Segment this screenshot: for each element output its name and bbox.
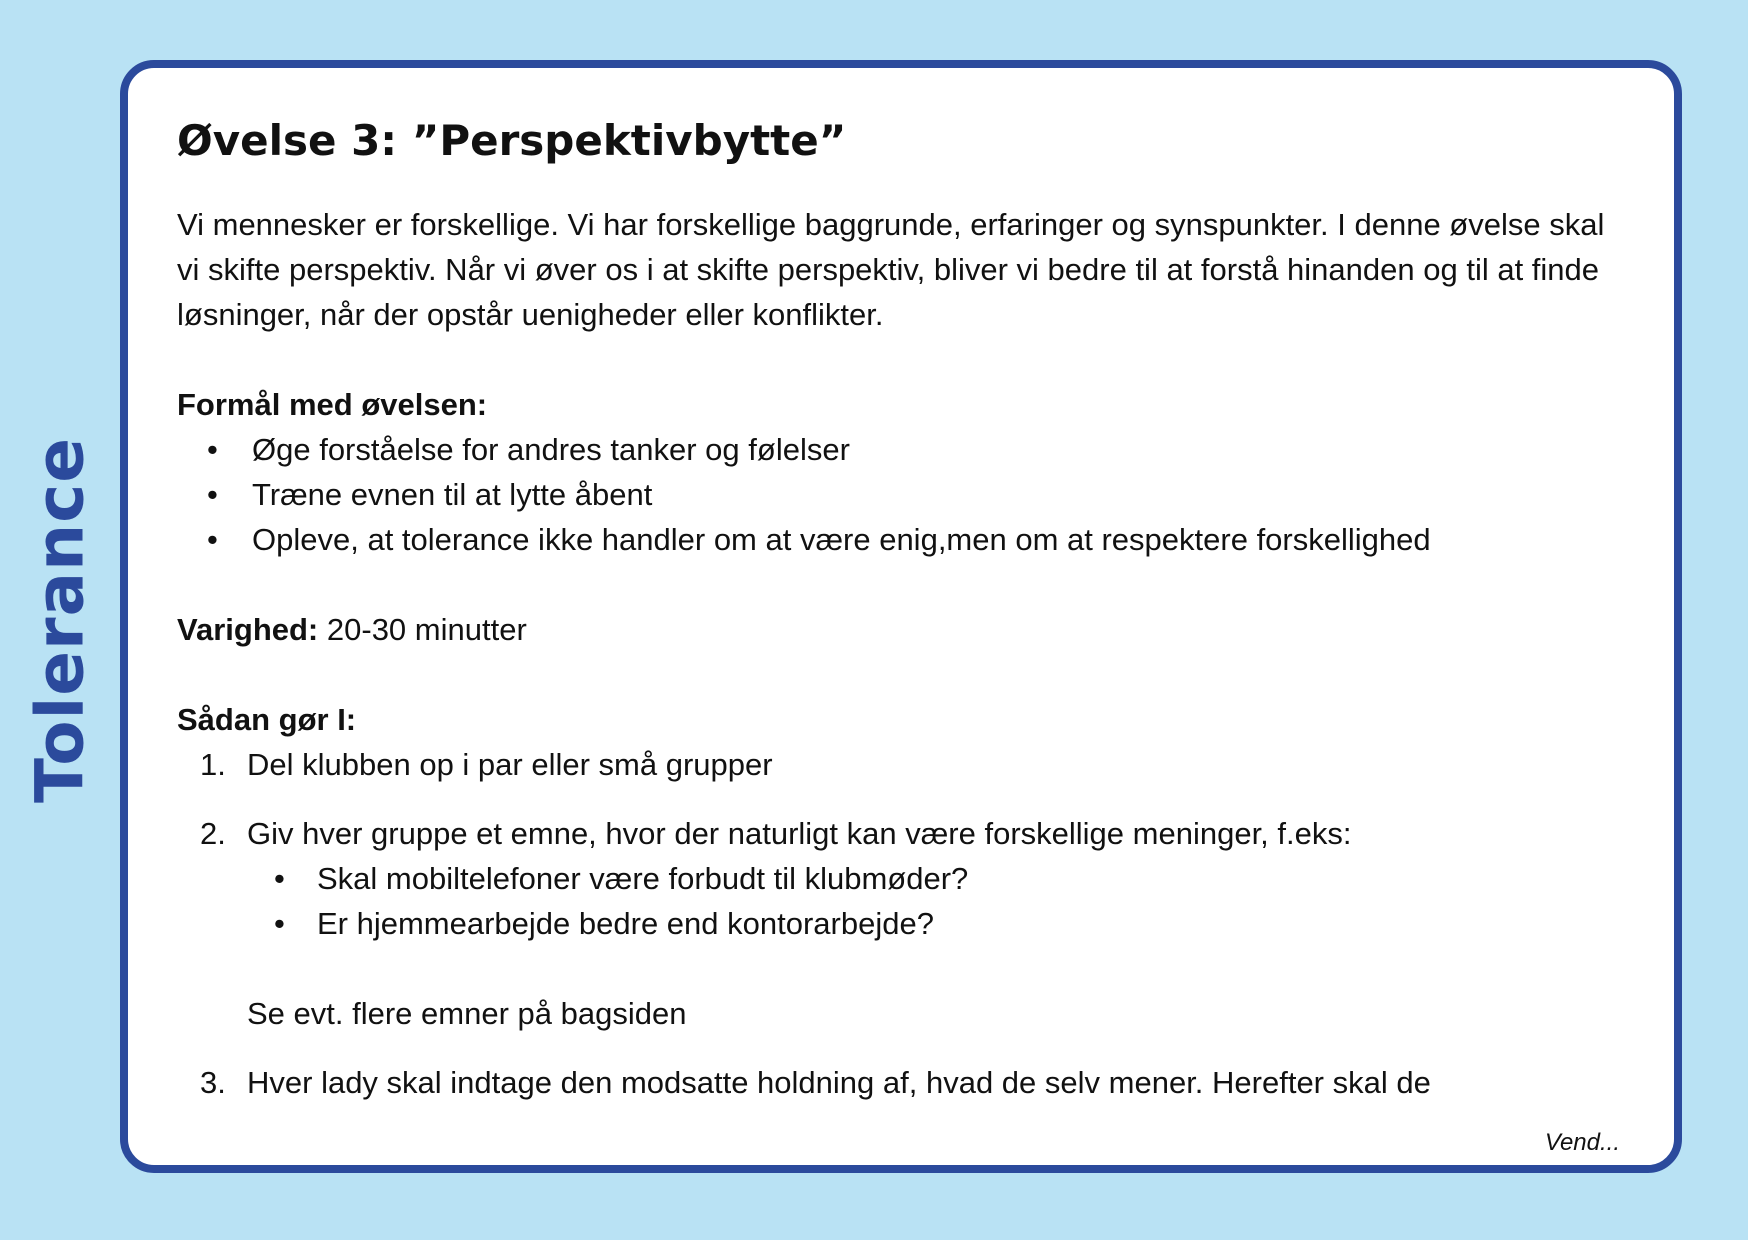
example-topic [247,901,1624,946]
purpose-item-text: Øge forståelse for andres tanker og følelser [252,432,850,467]
example-topics-list [247,856,1624,946]
purpose-item [177,517,1624,562]
step-text: Del klubben op i par eller små grupper [247,747,773,782]
duration-value: 20-30 minutter [326,612,527,647]
purpose-item-text: Opleve, at tolerance ikke handler om at være enig,men om at respektere forskellighed [252,522,1431,557]
side-label-tolerance: Tolerance [21,437,99,803]
purpose-item [177,427,1624,472]
exercise-title: Øvelse 3: ”Perspektivbytte” [177,116,847,165]
duration-label: Varighed: [177,612,319,647]
example-topic-text: Er hjemmearbejde bedre end kontorarbejde? [317,906,934,941]
purpose-list [177,427,1624,562]
example-topic [247,856,1624,901]
bullet-icon: • [274,906,285,941]
purpose-item-text: Træne evnen til at lytte åbent [252,477,653,512]
step-item [177,811,1624,1036]
step-note: Se evt. flere emner på bagsiden [247,996,687,1031]
step-text: Hver lady skal indtage den modsatte holdning af, hvad de selv mener. Herefter skal de [247,1065,1431,1100]
card-content [177,116,1624,1129]
step-number: 1. [200,747,226,782]
example-topic-text: Skal mobiltelefoner være forbudt til klubmøder? [317,861,969,896]
steps-list [177,742,1624,1105]
exercise-card [120,60,1682,1173]
bullet-icon: • [207,432,218,467]
step-item [177,1060,1624,1105]
step-number: 2. [200,816,226,851]
duration-line [177,607,1624,652]
purpose-item [177,472,1624,517]
bullet-icon: • [207,522,218,557]
step-text: Giv hver gruppe et emne, hvor der naturligt kan være forskellige meninger, f.eks: [247,816,1352,851]
step-item [177,742,1624,787]
steps-heading: Sådan gør I: [177,702,357,737]
bullet-icon: • [207,477,218,512]
purpose-heading: Formål med øvelsen: [177,387,488,422]
bullet-icon: • [274,861,285,896]
turn-page-hint: Vend... [1544,1129,1620,1156]
step-number: 3. [200,1065,226,1100]
intro-paragraph: Vi mennesker er forskellige. Vi har forskellige baggrunde, erfaringer og synspunkter. I denne øvelse skal vi skifte perspektiv. Når vi øver os i at skifte perspektiv, bliver vi bedre til at forstå hinanden og til at finde løsninger, når der opstår uenigheder eller konflikter. [177,207,1605,332]
